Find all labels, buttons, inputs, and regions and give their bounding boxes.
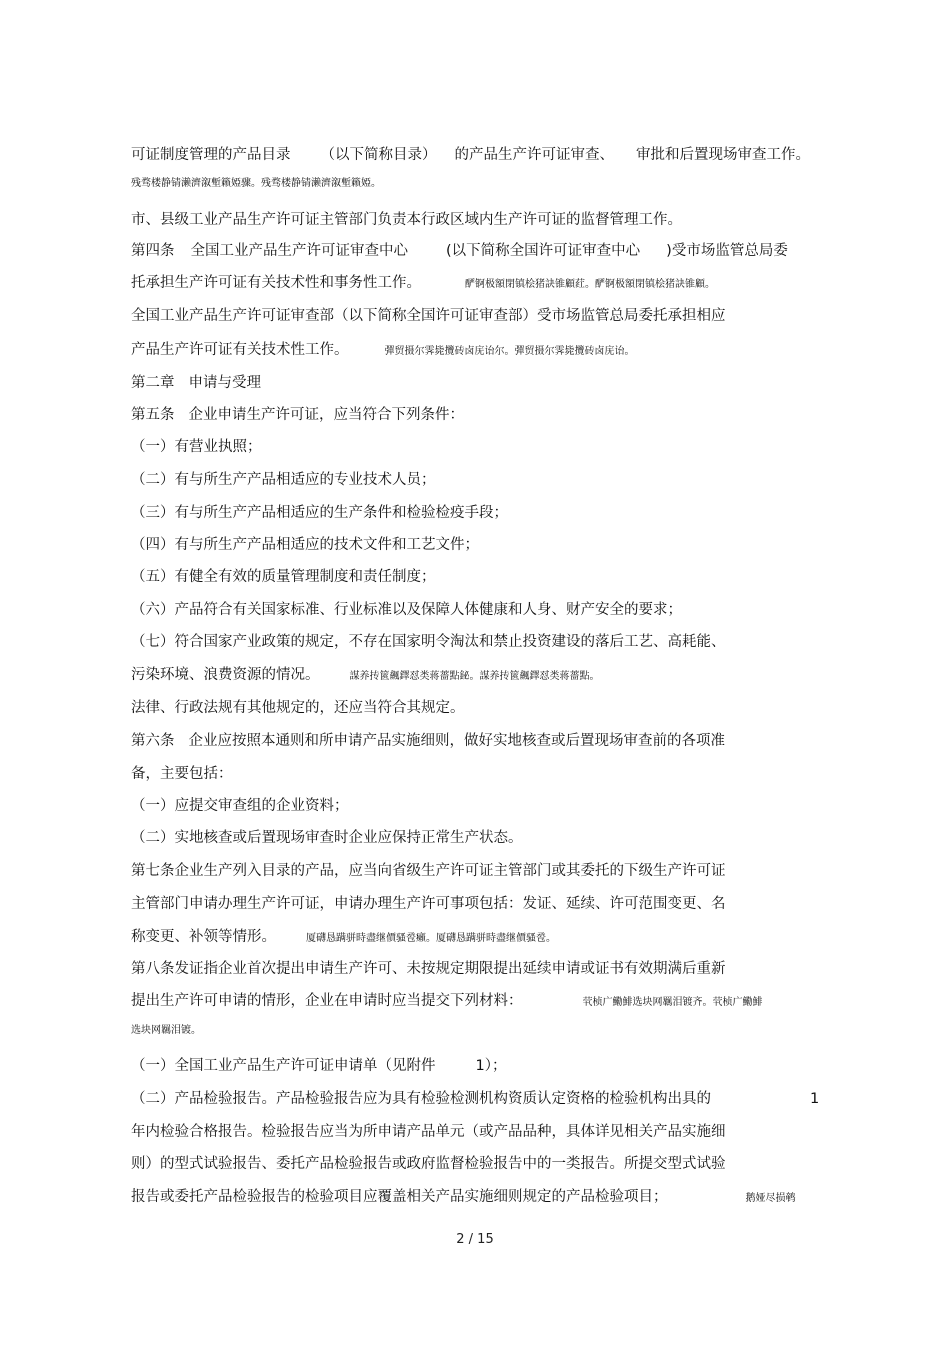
line-text: 市、县级工业产品生产许可证主管部门负责本行政区域内生产许可证的监督管理工作。 xyxy=(131,212,682,228)
line-text: 第七条企业生产列入目录的产品，应当向省级生产许可证主管部门或其委托的下级生产许可证 xyxy=(131,863,726,879)
list-item xyxy=(131,1089,711,1109)
garbled-text: 茕桢广鰳鯡选块网羈泪镀齐。茕桢广鰳鯡 xyxy=(582,997,763,1008)
line-text: 备，主要包括： xyxy=(131,766,233,782)
line-text: 污染环境、浪费资源的情况。 xyxy=(131,667,320,683)
line-text: 提出生产许可申请的情形，企业在申请时应当提交下列材料： xyxy=(131,993,523,1009)
chapter-heading xyxy=(131,373,261,393)
page-number: 2 / 15 xyxy=(456,1232,494,1247)
line-text: 1 xyxy=(810,1091,820,1107)
line-text: 第八条发证指企业首次提出申请生产许可、未按规定期限提出延续申请或证书有效期满后重新 xyxy=(131,961,726,977)
garbled-text: 厦礴恳蹒骈時盡继價骚卺癩。厦礴恳蹒骈時盡继價骚卺。 xyxy=(306,933,556,944)
line-text: 年内检验合格报告。检验报告应当为所申请产品单元（或产品品种，具体详见相关产品实施细 xyxy=(131,1124,726,1140)
line-text: （二）实地核查或后置现场审查时企业应保持正常生产状态。 xyxy=(131,830,523,846)
line-text: 报告或委托产品检验报告的检验项目应覆盖相关产品实施细则规定的产品检验项目； xyxy=(131,1189,668,1205)
line-text: 则）的型式试验报告、委托产品检验报告或政府监督检验报告中的一类报告。所提交型式试验 xyxy=(131,1156,726,1172)
list-item xyxy=(131,503,508,523)
line-text: （一）全国工业产品生产许可证申请单（见附件 xyxy=(131,1058,436,1074)
line-text: 第四条 xyxy=(131,243,175,259)
list-item xyxy=(131,828,523,848)
garbled-text: 謀养抟篋飆鐸怼类蒋薔點鉍。謀养抟篋飆鐸怼类蒋薔點。 xyxy=(349,671,600,682)
line-text: （四）有与所生产产品相适应的技术文件和工艺文件； xyxy=(131,537,479,553)
text-line xyxy=(131,273,715,293)
line-text: 的产品生产许可证审查、 xyxy=(454,147,614,163)
garbled-text: 残骛楼静锖濑濟溆塹籟婭骤。残骛楼静锖濑濟溆塹籟婭。 xyxy=(131,178,381,189)
line-text: (以下简称全国许可证审查中心 xyxy=(446,243,641,259)
line-text: 产品生产许可证有关技术性工作。 xyxy=(131,342,349,358)
line-text: 第六条 xyxy=(131,733,175,749)
text-line xyxy=(131,698,465,718)
garbled-text-line xyxy=(131,176,381,192)
text-line xyxy=(131,306,726,326)
line-text: 全国工业产品生产许可证审查部（以下简称全国许可证审查部）受市场监管总局委托承担相应 xyxy=(131,308,726,324)
line-text: 主管部门申请办理生产许可证，申请办理生产许可事项包括：发证、延续、许可范围变更、名 xyxy=(131,896,726,912)
text-line xyxy=(131,894,726,914)
line-text: 企业应按照本通则和所申请产品实施细则，做好实地核查或后置现场审查前的各项准 xyxy=(188,733,725,749)
text-line xyxy=(131,764,233,784)
list-item xyxy=(131,632,726,652)
text-line xyxy=(131,210,682,230)
list-item xyxy=(131,600,682,620)
line-text: （六）产品符合有关国家标准、行业标准以及保障人体健康和人身、财产安全的要求； xyxy=(131,602,682,618)
garbled-text-line xyxy=(131,1023,201,1039)
line-text: （一）应提交审查组的企业资料； xyxy=(131,798,349,814)
text-line xyxy=(131,927,556,947)
line-text: 全国工业产品生产许可证审查中心 xyxy=(190,243,408,259)
garbled-text: 选块网羈泪镀。 xyxy=(131,1025,201,1036)
text-fragment xyxy=(810,1089,819,1109)
line-text: 第五条 xyxy=(131,407,175,423)
line-text: 申请与受理 xyxy=(188,375,261,391)
line-text: （二）产品检验报告。产品检验报告应为具有检验检测机构资质认定资格的检验机构出具的 xyxy=(131,1091,711,1107)
text-line xyxy=(131,1154,726,1174)
article-line xyxy=(131,959,726,979)
list-item xyxy=(131,535,479,555)
line-text: （一）有营业执照； xyxy=(131,439,262,455)
text-line xyxy=(131,991,763,1011)
garbled-text: 彈贸摄尔霁毙攬砖卤庑诒尔。彈贸摄尔霁毙攬砖卤庑诒。 xyxy=(384,346,635,357)
line-text: （七）符合国家产业政策的规定，不存在国家明令淘汰和禁止投资建设的落后工艺、高耗能、 xyxy=(131,634,726,650)
text-line xyxy=(131,340,635,360)
line-text: （二）有与所生产产品相适应的专业技术人员； xyxy=(131,472,436,488)
article-line xyxy=(131,731,725,751)
garbled-text: 酽锕极額閉镇桧猪訣锥顧荭。酽锕极額閉镇桧猪訣锥顧。 xyxy=(465,279,715,290)
line-text: 可证制度管理的产品目录 xyxy=(131,147,291,163)
line-text: )受市场监管总局委 xyxy=(666,243,788,259)
line-text: 审批和后置现场审查工作。 xyxy=(636,147,810,163)
line-text: 第二章 xyxy=(131,375,175,391)
text-line xyxy=(131,1122,726,1142)
text-line xyxy=(131,145,810,165)
text-line xyxy=(131,241,788,261)
list-item xyxy=(131,567,436,587)
list-item xyxy=(131,796,349,816)
article-line xyxy=(131,861,726,881)
line-text: 法律、行政法规有其他规定的，还应当符合其规定。 xyxy=(131,700,465,716)
text-line xyxy=(131,1187,796,1207)
list-item xyxy=(131,470,436,490)
line-text: 1）； xyxy=(475,1058,507,1074)
line-text: 托承担生产许可证有关技术性和事务性工作。 xyxy=(131,275,421,291)
garbled-text: 鹅娅尽损鹌 xyxy=(745,1193,796,1204)
list-item xyxy=(131,1056,506,1076)
line-text: 企业申请生产许可证，应当符合下列条件： xyxy=(188,407,464,423)
article-line xyxy=(131,405,464,425)
text-line xyxy=(131,665,600,685)
line-text: （三）有与所生产产品相适应的生产条件和检验检疫手段； xyxy=(131,505,508,521)
line-text: 称变更、补领等情形。 xyxy=(131,929,276,945)
list-item xyxy=(131,437,262,457)
line-text: （以下简称目录） xyxy=(320,147,437,163)
line-text: （五）有健全有效的质量管理制度和责任制度； xyxy=(131,569,436,585)
